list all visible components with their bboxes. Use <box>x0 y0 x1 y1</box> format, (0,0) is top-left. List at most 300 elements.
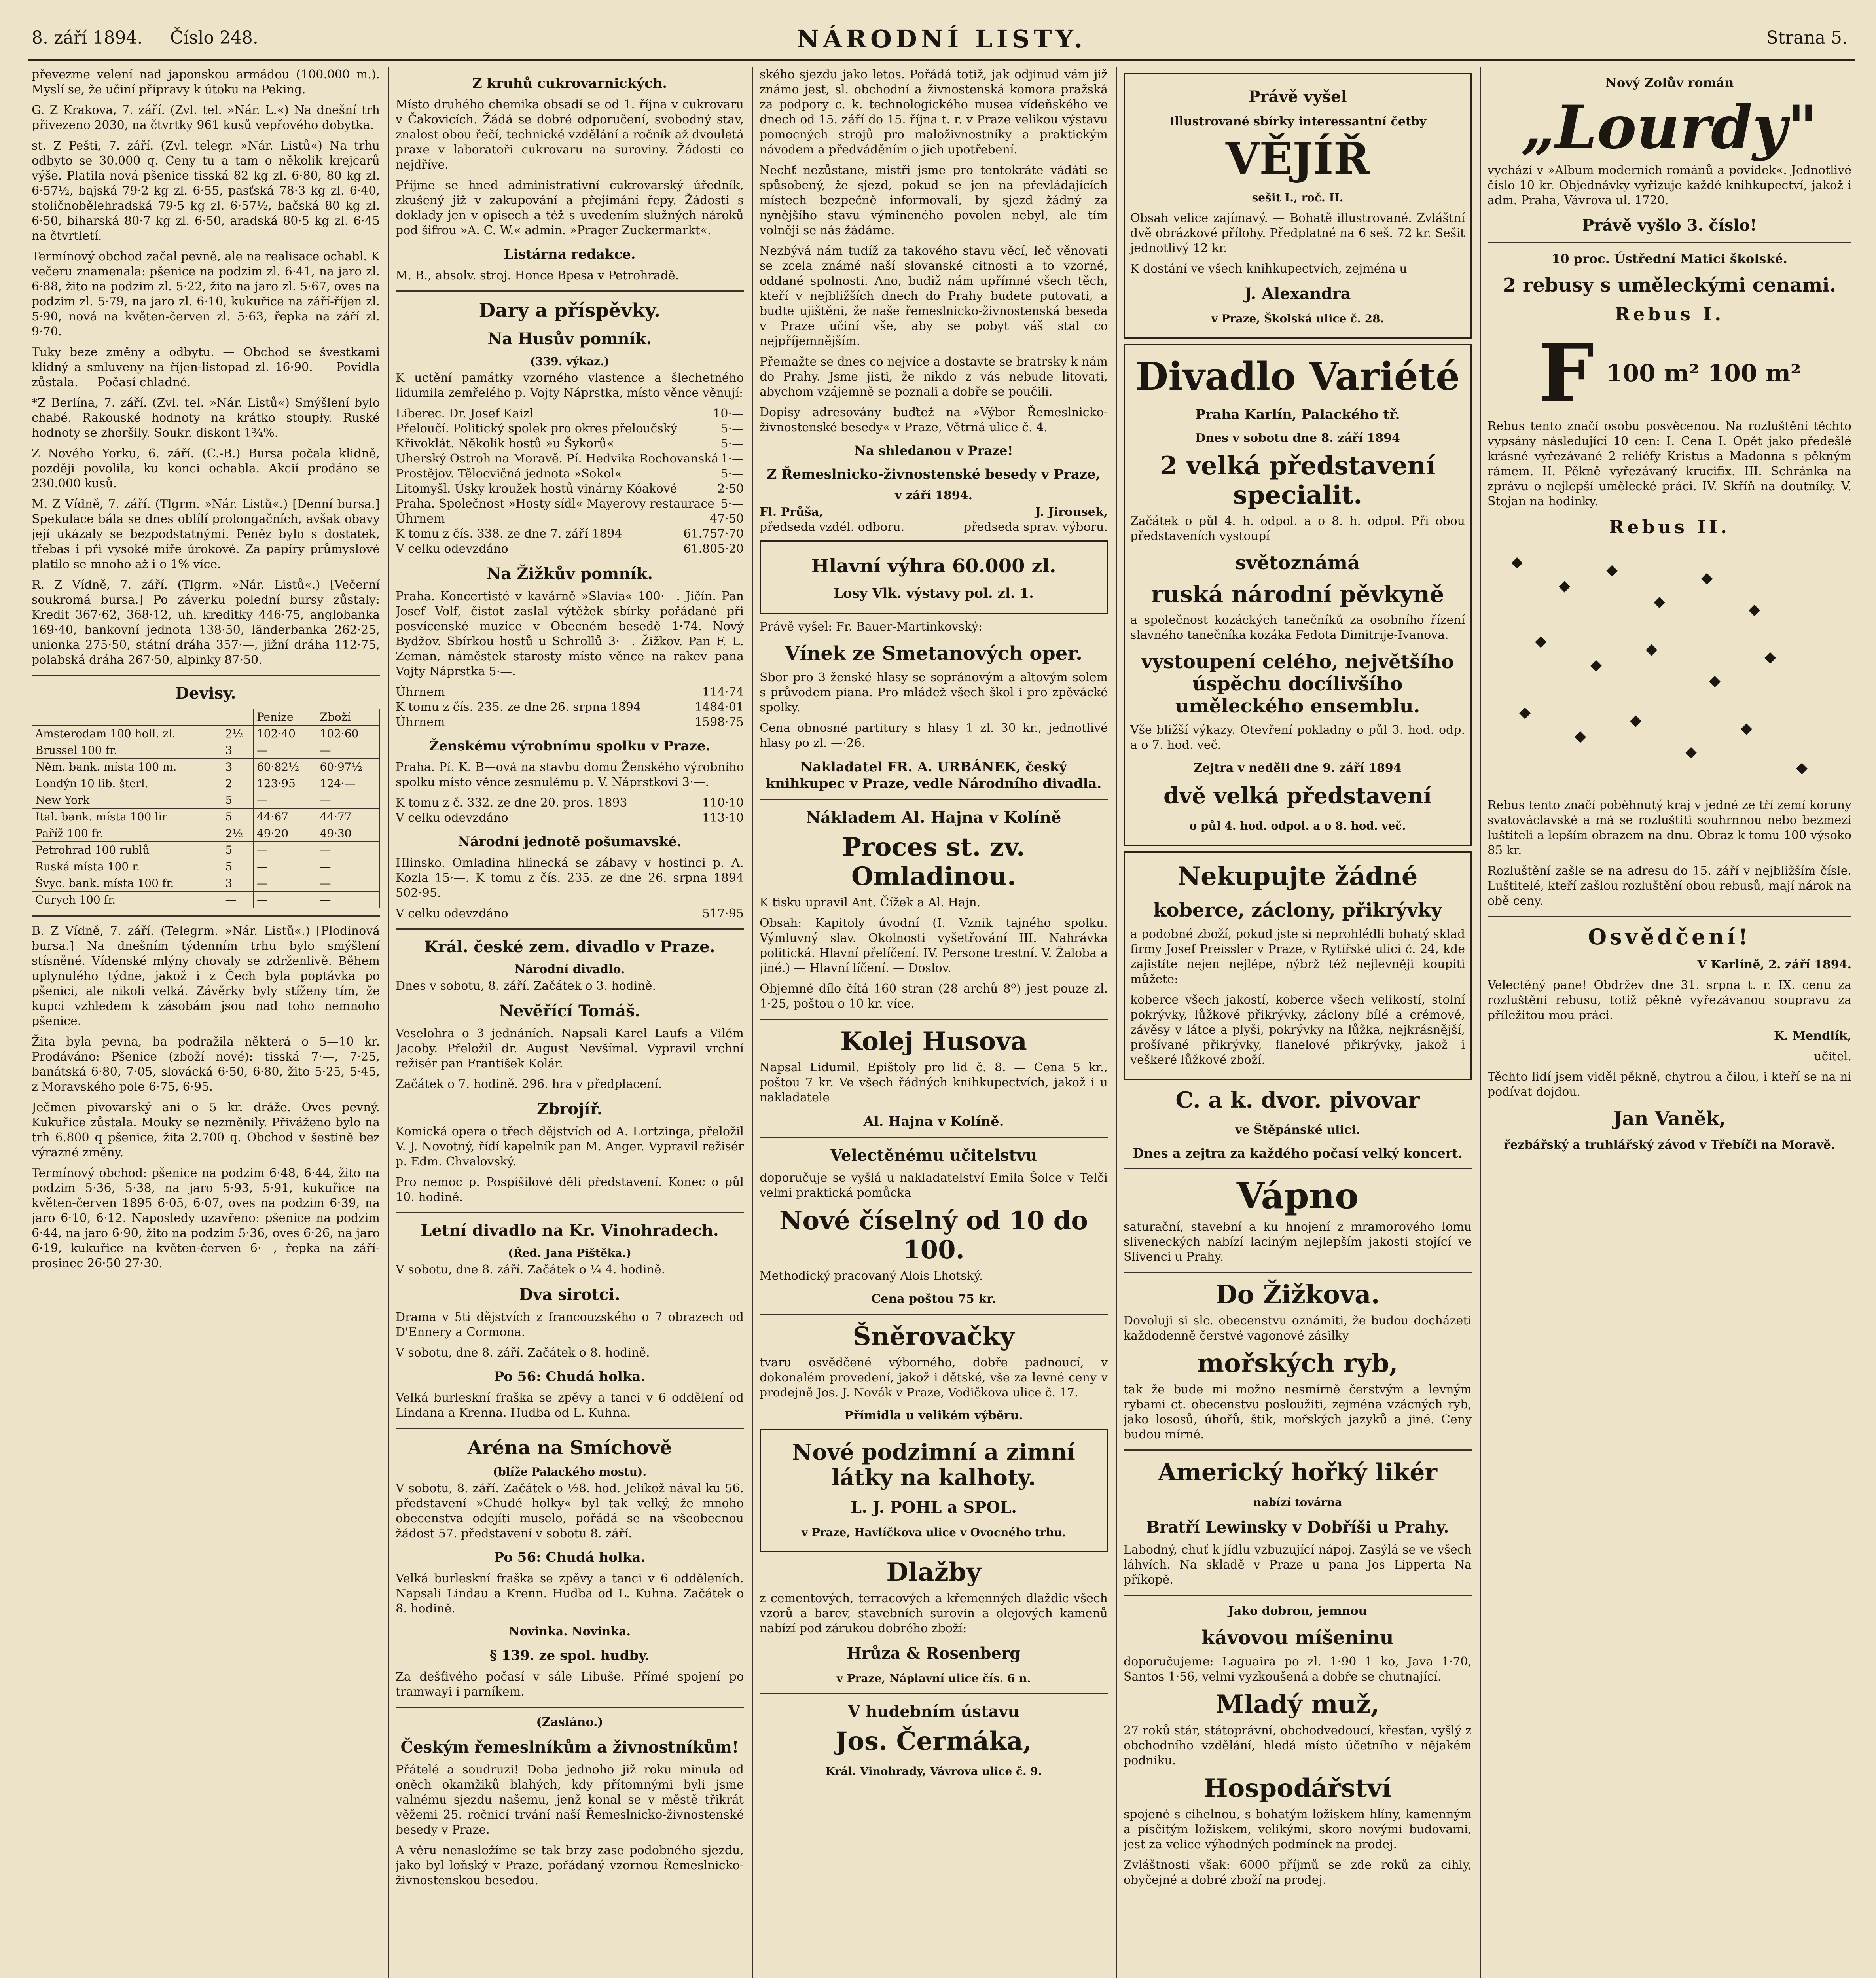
article-paragraph: V sobotu, 8. září. Začátek o ½8. hod. Jelikož nával ku 56. představení »Chudé holky« byl tak velký, že mnoho obecenstva odejíti muselo, pořádá se na všeobecnou žádost 57. představení v sobotu 8. září. <box>396 1482 744 1540</box>
novelty-note: Novinka. Novinka. <box>509 1625 631 1639</box>
article-paragraph: *Z Berlína, 7. září. (Zvl. tel. »Nár. Listů«) Smýšlení bylo chabé. Rakouské hodnoty na krátko stoupły. Ruské hodnoty se zhoršily. Soukr. diskont 1¾%. <box>32 396 380 440</box>
section-divider <box>1124 1168 1472 1169</box>
table-row <box>32 875 380 892</box>
table-cell: 5 <box>222 792 254 809</box>
ad-intro: Nový Zolův román <box>1605 75 1734 90</box>
variete-ad <box>1124 344 1472 846</box>
sum-row <box>396 527 744 542</box>
subheading: Illustrované sbírky interessantní četby <box>1169 115 1427 129</box>
theatre-heading: Král. české zem. divadlo v Praze. <box>424 938 715 956</box>
carpet-ad <box>1124 851 1472 1080</box>
sum-value: 61.757·70 <box>683 527 744 541</box>
column-rule <box>1480 67 1481 1978</box>
rebus-glyph: ◆ <box>1559 576 1571 594</box>
ad-headline-large: Hospodářství <box>1204 1773 1391 1803</box>
sum-label: V celku odevzdáno <box>396 907 508 921</box>
ad-intro: Jako dobrou, jemnou <box>1228 1604 1367 1618</box>
table-row <box>32 892 380 908</box>
ad-headline: kávovou míšeninu <box>1201 1627 1394 1649</box>
publisher-line: Nakladatel FR. A. URBÁNEK, český knihkupec v Praze, vedle Národního divadla. <box>766 759 1102 792</box>
donor: Litomyšl. Úsky kroužek hostů vinárny Kóakové <box>396 482 677 496</box>
section-heading: Ženskému výrobnímu spolku v Praze. <box>429 738 711 754</box>
amount: 2·50 <box>717 482 744 496</box>
table-cell: 2 <box>222 775 254 792</box>
table-row <box>32 809 380 825</box>
section-divider <box>396 1428 744 1429</box>
table-header-row <box>32 709 380 726</box>
ad-headline: Právě vyšlo 3. číslo! <box>1582 216 1757 235</box>
table-cell: Petrohrad 100 rublů <box>32 842 222 858</box>
lottery-sub: Losy Vlk. výstavy pol. zl. 1. <box>833 585 1034 601</box>
article-paragraph: Termínový obchod: pšenice na podzim 6·48, 6·44, žito na podzim 5·36, 5·38, na jaro 5·93, 5·91, kukuřice na květen-červen 1895 6·05, 6·07, oves na podzim 6·39, na jaro 6·10, 6·12. Naposledy uzavřeno: pšenice na podzim 6·44, na jaro 6·90, žito na podzim 5·36, oves 6·26, na jaro 6·19, kukuřice na květen-červen 6·—, řepka na září-prosinec 26·50 27·30. <box>32 1166 380 1270</box>
table-cell: — <box>222 892 254 908</box>
company-name: Jan Vaněk, <box>1613 1108 1726 1130</box>
sum-value: 1598·75 <box>694 715 744 729</box>
vejir-ad <box>1124 73 1472 339</box>
play-title: Po 56: Chudá holka. <box>494 1369 646 1385</box>
article-paragraph: Začátek o 7. hodině. 296. hra v předplacení. <box>396 1077 662 1091</box>
ad-text: Dnes a zejtra za každého počasí velký koncert. <box>1133 1146 1463 1161</box>
subheading: Národní divadlo. <box>514 962 625 976</box>
article-paragraph: doporučuje se vyšlá u nakladatelství Emila Šolce v Telči velmi praktická pomůcka <box>760 1171 1108 1200</box>
show-headline: vystoupení celého, největšího úspěchu docílivšího uměleckého ensemblu. <box>1141 651 1454 717</box>
table-cell: 3 <box>222 875 254 892</box>
subheading: sešit I., roč. II. <box>1252 191 1344 204</box>
table-cell: — <box>316 742 380 759</box>
newspaper-page <box>28 16 1855 1978</box>
rebus-glyph: ◆ <box>1511 553 1523 570</box>
article-paragraph: 27 roků stár, státoprávní, obchodvedoucí, křesťan, vyšlý z obchodního vzdělání, hledá místo účetního v nějakém podniku. <box>1124 1724 1472 1768</box>
show-headline: dvě velká představení <box>1163 783 1432 809</box>
table-cell: — <box>253 742 316 759</box>
rebus-text: 100 m² 100 m² <box>1606 360 1801 387</box>
article-paragraph: Ječmen pivovarský ani o 5 kr. dráže. Oves pevný. Kukuřice zůstala. Mouky se nezměnily. Přiváženo bylo na trh 6.800 q pšenice, žita 2.700 q. Obchod v šestině bez výrazné změny. <box>32 1101 380 1160</box>
column-rule <box>1116 67 1117 1978</box>
article-paragraph: převezme velení nad japonskou armádou (100.000 m.). Myslí se, že učiní přípravy k útoku na Peking. <box>32 68 380 97</box>
subheading: (blíže Palackého mostu). <box>493 1465 647 1478</box>
table-cell: 60·97½ <box>316 759 380 775</box>
rebus-glyph: ◆ <box>1796 758 1808 776</box>
section-heading: Českým řemeslníkům a živnostníkům! <box>400 1738 739 1756</box>
ad-headline-large: Americký hořký likér <box>1158 1459 1437 1486</box>
article-paragraph: doporučujeme: Laguaira po zl. 1·90 1 ko, Java 1·70, Santos 1·56, velmi vyzkoušená a dobře se chutnající. <box>1124 1655 1472 1684</box>
table-cell: — <box>253 858 316 875</box>
ad-headline-large: C. a k. dvor. pivovar <box>1175 1087 1420 1113</box>
donor: Křivoklát. Několik hostů »u Šykorů« <box>396 437 614 451</box>
article-paragraph: M. Z Vídně, 7. září. (Tlgrm. »Nár. Listů«.) [Denní bursa.] Spekulace bála se dnes oblílí prolongačních, avšak obavy její ukázaly se bezpodstatnými. Peněz bylo s dostatek, třebas i při vysoké míře úrokové. Za papíry průmyslové platilo se mnoho až i o 1% více. <box>32 497 380 571</box>
sum-row <box>396 906 744 921</box>
article-paragraph: Praha. Koncertisté v kavárně »Slavia« 100·—. Jičín. Pan Josef Volf, čistot zaslal výtěžek sbírky pořádané při posvícenské muzice v Obecném besedě 1·74. Nový Bydžov. Sbírkou hostů u Schrollů 3·—. Žižkov. Pan F. L. Zeman, náměstek starosty místo věnce na rakev pana Vojty Náprstka 5·—. <box>396 589 744 678</box>
table-cell: 44·67 <box>253 809 316 825</box>
amount: 5·— <box>720 437 744 451</box>
sum-value: 114·74 <box>702 685 744 699</box>
sum-label: Úhrnem <box>396 512 445 526</box>
article-paragraph: ského sjezdu jako letos. Pořádá totiž, jak odjinud vám již známo jest, sl. obchodní a živnostenská komora pražská za podpory c. k. technologického musea vídeňského ve dnech od 15. září do 15. října t. r. v Praze velikou výstavu pomocných strojů pro maloživnostníky a praktickým návodem a předváděním o jich upotřebení. <box>760 68 1108 157</box>
table-row <box>32 858 380 875</box>
ad-footer: Přímidla u velikém výběru. <box>844 1409 1023 1423</box>
signature: K. Mendlík, <box>1774 1029 1851 1043</box>
article-paragraph: a podobné zboží, pokud jste si neprohlédli bohatý sklad firmy Josef Preissler v Praze, v Rytířské ulici č. 24, kde zajistíte nejen nejlépe, nýbrž též nejlevněji koupiti můžete: <box>1130 927 1465 986</box>
amount: 5·— <box>720 467 744 481</box>
article-paragraph: Dovoluji si slc. obecenstvu oznámiti, že budou docházeti každodenně čerstvé vagonové zásilky <box>1124 1314 1472 1343</box>
table-row <box>32 792 380 809</box>
ad-headline: V hudebním ústavu <box>848 1702 1019 1721</box>
article-paragraph: Termínový obchod začal pevně, ale na realisace ochabl. K večeru znamenala: pšenice na podzim zl. 6·41, na jaro zl. 6·88, žito na podzim zl. 5·22, žito na jaro zl. 5·67, oves na podzim zl. 5·79, na jaro zl. 6·10, kukuřice na září-říjen zl. 5·90, nová na květen-červen zl. 5·63, řepka na září zl. 9·70. <box>32 250 380 339</box>
table-cell: 102·60 <box>316 726 380 742</box>
article-paragraph: koberce všech jakostí, koberce všech velikostí, stolní pokrývky, lůžkové přikrývky, záclony bílé a crémové, závěsy v látce a plyši, pokrývky na lůžka, nejkrásnější, prošívané přikrývky, flanelové přikrývky, jakož i veškeré lůžkové zboží. <box>1130 993 1465 1067</box>
table-cell: New York <box>32 792 222 809</box>
article-paragraph: V sobotu, dne 8. září. Začátek o 8. hodině. <box>396 1346 650 1360</box>
article-paragraph: Dopisy adresovány buďtež na »Výbor Řemeslnicko-živnostenské besedy« v Praze, Větrná ulice č. 4. <box>760 405 1108 434</box>
article-paragraph: Komická opera o třech dějstvích od A. Lortzinga, přeložil V. J. Novotný, řídí kapelník pan M. Anger. Vypravil režisér p. Edm. Chvalovský. <box>396 1125 744 1169</box>
table-cell: 2½ <box>222 726 254 742</box>
ad-headline: Právě vyšel <box>1248 87 1347 106</box>
sum-row <box>396 512 744 527</box>
donation-row <box>396 451 744 466</box>
sum-value: 110·10 <box>702 796 744 810</box>
table-row <box>32 759 380 775</box>
table-cell: Peníze <box>253 709 316 726</box>
ad-headline-large: Mladý muž, <box>1216 1690 1380 1719</box>
column-rule <box>752 67 753 1978</box>
signature-role: předseda sprav. výboru. <box>964 520 1108 534</box>
play-title: Nevěřící Tomáš. <box>499 1002 640 1020</box>
rebus-glyph: ◆ <box>1741 719 1753 737</box>
rebus-glyph: ◆ <box>1519 703 1531 721</box>
table-cell: — <box>316 842 380 858</box>
devisy-heading: Devisy. <box>175 684 236 703</box>
ad-headline-large: mořských ryb, <box>1197 1349 1398 1378</box>
article-paragraph: Přátelé a soudruzi! Doba jednoho již roku minula od oněch okamžiků blahých, kdy přítomnými byli jsme valnému sjezdu našemu, jenž konal se v městě třikrát věžemi 25. ročnicí trvání naší Řemeslnicko-živnostenské besedy v Praze. <box>396 1763 744 1837</box>
article-paragraph: Velectěný pane! Obdržev dne 31. srpna t. r. IX. cenu za rozluštění rebusu, totiž pěkně vyřezávanou soupravu za příležitou mou práci. <box>1488 978 1851 1022</box>
section-heading: Dary a příspěvky. <box>479 299 661 322</box>
table-cell: — <box>253 792 316 809</box>
section-divider <box>396 1707 744 1708</box>
donation-row <box>396 481 744 496</box>
article-paragraph: Těchto lidí jsem viděl pěkně, chytrou a čilou, i kteří se na ni podívat dojdou. <box>1488 1070 1851 1099</box>
table-cell: 5 <box>222 842 254 858</box>
lottery-ad <box>760 540 1108 614</box>
article-paragraph: Vše bližší výkazy. Otevření pokladny o půl 3. hod. odp. a o 7. hod. več. <box>1130 723 1465 752</box>
sum-value: 47·50 <box>710 512 744 526</box>
rebus-glyph: ◆ <box>1630 711 1642 729</box>
play-title: Po 56: Chudá holka. <box>494 1550 646 1565</box>
show-times: o půl 4. hod. odpol. a o 8. hod. več. <box>1189 819 1406 832</box>
table-cell: Něm. bank. místa 100 m. <box>32 759 222 775</box>
sum-label: K tomu z č. 332. ze dne 20. pros. 1893 <box>396 796 627 810</box>
article-paragraph: Nezbývá nám tudíž za takového stavu věcí, leč věnovati se zcela známé naší slovanské citnosti a to vzorné, oddané spolnosti. Ano, budiž nám upřímné všech těch, kteří v nejbližších dnech do Prahy budete putovati, a budte ujištěni, že naše řemeslnicko-živnostenská beseda v Praze učiní vše, aby se pobyt váš stal co nejpříjemnějším. <box>760 244 1108 348</box>
play-title: § 139. ze spol. hudby. <box>490 1648 650 1663</box>
article-paragraph: Labodný, chuť k jídlu vzbuzující nápoj. Zasýlá se ve všech láhvích. Na skladě v Praze u pana Jos Lipperta Na příkopě. <box>1124 1543 1472 1587</box>
testimonial-heading: Osvědčení! <box>1588 924 1751 949</box>
article-paragraph: Cena obnosné partitury s hlasy 1 zl. 30 kr., jednotlivé hlasy po zl. —·26. <box>760 721 1108 750</box>
masthead-title: NÁRODNÍ LISTY. <box>796 25 1087 53</box>
article-paragraph: Z Nového Yorku, 6. září. (C.-B.) Bursa počala klidně, později povolila, ku konci ochabla. Akcií prodáno se 230.000 kusů. <box>32 447 380 491</box>
article-paragraph: Drama v 5ti dějstvích z francouzského o 7 obrazech od D'Ennery a Cormona. <box>396 1310 744 1339</box>
table-row <box>32 825 380 842</box>
amount: 5·— <box>720 497 744 511</box>
lottery-headline: Hlavní výhra 60.000 zl. <box>811 555 1056 577</box>
ad-headline: Velectěnému učitelstvu <box>830 1146 1037 1165</box>
article-paragraph: Místo druhého chemika obsadí se od 1. října v cukrovaru v Čakovicích. Žádá se dobré odporučení, svobodný stav, znalost obou řečí, technické vzdělání a ročník až dvouletá praxe v laboratoři cukrovaru na suroviny. Žádosti co nejdříve. <box>396 98 744 172</box>
section-heading: Z Řemeslnicko-živnostenské besedy v Praze, <box>767 466 1101 482</box>
show-headline: světoznámá <box>1235 552 1360 574</box>
fabric-ad <box>760 1429 1108 1552</box>
rebus-glyph: ◆ <box>1535 632 1547 650</box>
devisy-table <box>32 709 380 908</box>
theatre-address: Praha Karlín, Palackého tř. <box>1195 407 1400 423</box>
company-name: Hrůza & Rosenberg <box>847 1644 1021 1663</box>
section-heading: Z kruhů cukrovarnických. <box>472 76 667 91</box>
article-paragraph: tak že bude mi možno nesmírně čerstvým a levným rybami ct. obecenstvu posloužiti, zejména vzácných ryb, jako lososů, úhořů, štik, mořských jazyků a jiné. Ceny budou mírné. <box>1124 1383 1472 1442</box>
table-cell: Amsterodam 100 holl. zl. <box>32 726 222 742</box>
column-4 <box>1124 67 1472 1978</box>
ad-headline: Vínek ze Smetanových oper. <box>785 642 1082 665</box>
article-paragraph: R. Z Vídně, 7. září. (Tlgrm. »Nár. Listů«.) [Večerní soukromá bursa.] Po záverku polední bursy zůstaly: Kredit 367·62, 368·12, uh. kreditky 446·75, anglobanka 169·40, bankovní jednota 138·50, länderbanka 262·25, unionka 275·50, státní dráha 357·—, jižní dráha 112·75, polabská dráha 267·50, alpinky 87·50. <box>32 578 380 667</box>
donor: Praha. Společnost »Hosty sídl« Mayerovy restaurace <box>396 497 714 511</box>
table-cell: Brussel 100 fr. <box>32 742 222 759</box>
ad-headline-large: Nové číselný od 10 do 100. <box>779 1206 1088 1265</box>
sum-label: Úhrnem <box>396 715 445 729</box>
article-paragraph: Hlinsko. Omladina hlinecká se zábavy v hostinci p. A. Kozla 15·—. K tomu z čís. 235. ze dne 26. srpna 1894 502·95. <box>396 856 744 900</box>
sum-value: 61.805·20 <box>683 542 744 556</box>
article-paragraph: Methodický pracovaný Alois Lhotský. <box>760 1269 983 1283</box>
section-divider <box>760 1314 1108 1315</box>
rebus-heading: 2 rebusy s uměleckými cenami. <box>1503 274 1836 296</box>
rebus-glyph: ◆ <box>1764 648 1776 665</box>
theatre-heading: Letní divadlo na Kr. Vinohradech. <box>421 1221 719 1240</box>
rebus-glyph: ◆ <box>1709 671 1721 689</box>
header-page: Strana 5. <box>1766 28 1848 48</box>
table-cell: Paříž 100 fr. <box>32 825 222 842</box>
section-divider <box>32 675 380 676</box>
article-paragraph: Za dešťivého počasí v sále Libuše. Přímé spojení po tramwayi i parníkem. <box>396 1670 744 1699</box>
section-heading: Národní jednotě pošumavské. <box>458 834 682 850</box>
ad-headline-large: Kolej Husova <box>840 1027 1027 1056</box>
subheading: (339. výkaz.) <box>530 355 610 368</box>
sum-value: 517·95 <box>702 907 744 921</box>
article-paragraph: Velká burleskní fraška se zpěvy a tanci v 6 oddělení od Lindana a Krenna. Hudba od L. Kuhna. <box>396 1391 744 1420</box>
ad-address: v Praze, Školská ulice č. 28. <box>1211 312 1384 325</box>
table-cell: — <box>253 892 316 908</box>
article-paragraph: Rebus tento značí osobu posvěcenou. Na rozluštění těchto vypsány následující 10 cen: I. Cena I. Opět jako předešlé krásně vyřezávané 2 reliéfy Kristus a Madonna s pěkným rámem. II. Pěkně vyřezávaný krucifix. III. Schránka na zprávu o nejlepší umělecké práci. IV. Skříň na doutníky. V. Stojan na hodinky. <box>1488 419 1851 508</box>
section-divider <box>1488 916 1851 917</box>
page-header <box>28 16 1855 61</box>
signature: Fl. Průša, <box>760 505 823 519</box>
table-cell: 49·20 <box>253 825 316 842</box>
column-5 <box>1488 67 1851 1978</box>
rebus-1-puzzle <box>1488 327 1851 420</box>
table-cell: 123·95 <box>253 775 316 792</box>
subheading: (Řed. Jana Pištěka.) <box>508 1247 631 1260</box>
ad-address: v Praze, Náplavní ulice čís. 6 n. <box>836 1672 1031 1685</box>
sum-value: 113·10 <box>702 811 744 825</box>
table-row <box>32 742 380 759</box>
rebus-glyph: ◆ <box>1575 727 1586 745</box>
table-cell: 5 <box>222 809 254 825</box>
subheading: ve Štěpánské ulici. <box>1235 1123 1360 1137</box>
article-paragraph: K uctění památky vzorného vlastence a šlechetného lidumila zemřelého p. Vojty Náprstka, místo věnce věnují: <box>396 371 744 400</box>
column-1 <box>32 67 380 1978</box>
table-cell: 49·30 <box>316 825 380 842</box>
amount: 5·— <box>720 422 744 436</box>
donor: Prostějov. Tělocvičná jednota »Sokol« <box>396 467 622 481</box>
rebus-2-puzzle <box>1488 545 1851 798</box>
ad-headline: koberce, záclony, přikrývky <box>1153 899 1442 921</box>
ad-headline-large: Nekupujte žádné <box>1177 862 1418 891</box>
publisher-line: Al. Hajna v Kolíně. <box>863 1114 1004 1129</box>
section-divider <box>760 1693 1108 1694</box>
column-2 <box>396 67 744 1978</box>
show-headline: ruská národní pěvkyně <box>1151 581 1444 608</box>
article-paragraph: Nechť nezůstane, mistři jsme pro tentokráte vádáti se spůsobený, že sjezd, pokud se jen na převládajících místech bezpečně informovali, by sjezd žádný za nynějšího stavu výmineného povolen nebyl, ale tím volněji se nás žádáme. <box>760 163 1108 237</box>
company-name: J. Alexandra <box>1244 284 1351 303</box>
article-paragraph: Pro nemoc p. Pospíšilové dělí představení. Konec o půl 10. hodině. <box>396 1175 744 1204</box>
amount: 10·— <box>713 407 744 421</box>
signature-role: předseda vzdél. odboru. <box>760 520 905 534</box>
signature: J. Jirousek, <box>1035 505 1108 519</box>
article-paragraph: K tisku upravil Ant. Čížek a Al. Hajn. <box>760 896 981 909</box>
table-cell <box>32 709 222 726</box>
table-cell: 124·— <box>316 775 380 792</box>
section-divider <box>1488 242 1851 243</box>
section-divider <box>760 1019 1108 1020</box>
article-paragraph: Napsal Lidumil. Epištoly pro lid č. 8. — Cena 5 kr., poštou 7 kr. Ve všech řádných knihkupectvích, jakož i u nakladatele <box>760 1061 1108 1105</box>
rebus-glyph: ◆ <box>1646 640 1658 657</box>
donor: Přeloučí. Politický spolek pro okres přeloučský <box>396 422 677 436</box>
subheading: nabízí továrna <box>1253 1496 1342 1509</box>
table-cell: Švyc. bank. místa 100 fr. <box>32 875 222 892</box>
article-paragraph: Sbor pro 3 ženské hlasy se sopránovým a altovým solem s průvodem piana. Pro mládež všech škol i pro zpěvácké spolky. <box>760 671 1108 714</box>
subheading: (Zasláno.) <box>536 1715 603 1729</box>
ad-intro: 10 proc. Ústřední Matici školské. <box>1551 251 1788 266</box>
section-heading: Listárna redakce. <box>504 246 636 262</box>
table-row <box>32 775 380 792</box>
signature-role: učitel. <box>1814 1050 1851 1063</box>
article-paragraph: Přemažte se dnes co nejvíce a dostavte se bratrsky k nám do Prahy. Jsme jisti, že nikdo z vás nebude litovati, abychom vzájemně se poznali a dobře se poučili. <box>760 355 1108 399</box>
signature-role-row <box>760 520 1108 535</box>
sum-row <box>396 685 744 700</box>
table-cell: 60·82½ <box>253 759 316 775</box>
section-divider <box>1124 1595 1472 1596</box>
rebus-letter: F <box>1538 327 1594 420</box>
show-date: Zejtra v neděli dne 9. září 1894 <box>1194 761 1402 775</box>
section-divider <box>1124 1449 1472 1451</box>
show-date: Dnes v sobotu dne 8. září 1894 <box>1195 431 1400 445</box>
amount: 1·— <box>720 452 744 466</box>
subheading: v září 1894. <box>895 489 972 502</box>
sum-row <box>396 542 744 557</box>
article-paragraph: st. Z Pešti, 7. září. (Zvl. telegr. »Nár. Listů«) Na trhu odbyto se 30.000 q. Ceny tu a tam o několik krejcarů výše. Platila nová pšenice tisská 82 kg zl. 6·80, 80 kg zl. 6·57½, bajská 79·2 kg zl. 6·55, pasťská 78·3 kg zl. 6·40, stoličnobělehradská 79·5 kg zl. 6·57½, bačská 80 kg zl. 6·50, biharská 80·7 kg zl. 6·50, aradská 80·5 kg zl. 6·45 na čtvrtletí. <box>32 139 380 243</box>
article-paragraph: Velká burleskní fraška se zpěvy a tanci v 6 odděleních. Napsali Lindau a Krenn. Hudba od L. Kuhna. Začátek o 8. hodině. <box>396 1572 744 1616</box>
rebus-glyph: ◆ <box>1701 568 1713 586</box>
section-divider <box>760 799 1108 800</box>
table-cell: — <box>253 842 316 858</box>
table-cell: — <box>316 892 380 908</box>
article-paragraph: A věru nenasložíme se tak brzy zase podobného sjezdu, jako byl loňský v Praze, pořádaný vzornou Řemeslnicko-živnostenskou besedou. <box>396 1843 744 1887</box>
rebus-glyph: ◆ <box>1654 592 1666 610</box>
article-paragraph: V sobotu, dne 8. září. Začátek o ¼ 4. hodině. <box>396 1263 665 1277</box>
article-paragraph: Rozluštění zašle se na adresu do 15. září v nejbližším čísle. Luštitelé, kteří zašlou rozluštění obou rebusů, mají nárok na obě ceny. <box>1488 864 1851 908</box>
sum-row <box>396 796 744 811</box>
article-paragraph: Zvláštnosti však: 6000 příjmů se zde roků za cihly, obyčejné a dobré zboží na prodej. <box>1124 1858 1472 1887</box>
table-cell: 3 <box>222 742 254 759</box>
table-row <box>32 842 380 858</box>
sum-value: 1484·01 <box>694 700 744 714</box>
section-heading: Na Žižkův pomník. <box>486 565 653 583</box>
sum-label: V celku odevzdáno <box>396 542 508 556</box>
ad-headline-large: Vápno <box>1236 1175 1359 1217</box>
article-paragraph: G. Z Krakova, 7. září. (Zvl. tel. »Nár. L.«) Na dnešní trh přivezeno 2030, na čtvrtky 961 kusů vepřového dobytka. <box>32 103 380 132</box>
article-paragraph: Začátek o půl 4. h. odpol. a o 8. h. odpol. Při obou představeních vystoupí <box>1130 514 1465 543</box>
donation-row <box>396 466 744 481</box>
article-paragraph: Příjme se hned administrativní cukrovarský úředník, zkušený již v zakupování a přejímání řepy. Žádosti s doklady jen v opisech a též s uvedením služných nároků pod šifrou »A. C. W.« admin. »Prager Zuckermarkt«. <box>396 178 744 237</box>
rebus-label: Rebus I. <box>1614 303 1724 325</box>
ad-address: Král. Vinohrady, Vávrova ulice č. 9. <box>825 1765 1042 1778</box>
donation-row <box>396 421 744 436</box>
table-cell: — <box>316 858 380 875</box>
article-paragraph: K dostání ve všech knihkupectvích, zejména u <box>1130 262 1407 276</box>
magazine-title: VĚJÍŘ <box>1225 133 1370 184</box>
table-cell: — <box>253 875 316 892</box>
table-cell: 102·40 <box>253 726 316 742</box>
rebus-glyph: ◆ <box>1590 656 1602 673</box>
novel-title: „Lourdy" <box>1521 93 1818 162</box>
table-cell: Londýn 10 lib. šterl. <box>32 775 222 792</box>
article-paragraph: tvaru osvědčené výborného, dobře padnoucí, v dokonalém provedení, jakož i dětské, vše za levné ceny v prodejně Jos. J. Novák v Praze, Vodičkova ulice č. 17. <box>760 1356 1108 1400</box>
article-paragraph: Rebus tento značí poběhnutý kraj v jedné ze tří zemí koruny svatováclavské a má se rozluštiti souhrnnou nebo bezmezi luštiteli a lepším obrazem na dnu. Obraz k tomu 100 výsoko 85 kr. <box>1488 798 1851 857</box>
ad-headline-large: Šněrovačky <box>853 1322 1015 1351</box>
article-paragraph: Dnes v sobotu, 8. září. Začátek o 3. hodině. <box>396 979 656 993</box>
article-paragraph: Právě vyšel: Fr. Bauer-Martinkovský: <box>760 620 983 634</box>
ad-headline-large: Jos. Čermáka, <box>835 1726 1032 1756</box>
sum-label: K tomu z čís. 338. ze dne 7. září 1894 <box>396 527 622 541</box>
rebus-glyph: ◆ <box>1685 743 1697 760</box>
price-line: Cena poštou 75 kr. <box>871 1292 996 1306</box>
sum-label: K tomu z čís. 235. ze dne 26. srpna 1894 <box>396 700 641 714</box>
section-divider <box>396 928 744 930</box>
article-paragraph: Obsah: Kapitoly úvodní (I. Vznik tajného spolku. Výmluvný slav. Okolnosti vyšetřování III. Nahrávka politická. Hlavní přelíčení. IV. Persone trestní. V. Žaloba a jiné.) — Hlavní líčení. — Doslov. <box>760 916 1108 975</box>
article-paragraph: Objemné dílo čítá 160 stran (28 archů 8º) jest pouze zl. 1·25, poštou o 10 kr. více. <box>760 982 1108 1011</box>
rebus-glyph: ◆ <box>1749 600 1760 618</box>
show-headline: 2 velká představení specialit. <box>1160 451 1436 510</box>
table-cell: 3 <box>222 759 254 775</box>
sum-row <box>396 715 744 730</box>
article-paragraph: Praha. Pí. K. B—ová na stavbu domu Ženského výrobního spolku místo věnce zesnulému p. V. Náprstkovi 3·—. <box>396 760 744 789</box>
section-divider <box>396 290 744 292</box>
table-cell: 2½ <box>222 825 254 842</box>
ad-headline: Nákladem Al. Hajna v Kolíně <box>806 808 1061 827</box>
donation-row <box>396 496 744 512</box>
table-cell: Ital. bank. místa 100 lir <box>32 809 222 825</box>
article-paragraph: vychází v »Album moderních románů a povídek«. Jednotlivé číslo 10 kr. Objednávky vyřizuje každé knihkupectví, jakož i adm. Praha, Vávrova ul. 1720. <box>1488 163 1851 207</box>
article-paragraph: B. Z Vídně, 7. září. (Telegrm. »Nár. Listů«.) [Plodinová bursa.] Na dnešním týdenním trhu bylo smýšlení stísněné. Vídenské mlýny chovaly se zdrženlivě. Během uplynulého týdne, jakož i z Čech byla poptávka po pšenici, ale nikoli velká. Závěrky byly stíženy tím, že kupci vzhledem k zásobám jsou nad toho nemnoho pšenice. <box>32 924 380 1028</box>
column-rule <box>388 67 389 1978</box>
company-name: Bratří Lewinsky v Dobříši u Prahy. <box>1146 1518 1449 1537</box>
table-row <box>32 726 380 742</box>
sum-label: Úhrnem <box>396 685 445 699</box>
section-divider <box>760 1137 1108 1138</box>
play-title: Zbrojíř. <box>537 1100 603 1118</box>
signature-row <box>760 505 1108 520</box>
article-paragraph: spojené s cihelnou, s bohatým ložiskem hlíny, kamenným a písčitým ložiskem, velikými, skoro novými budovami, jest za velice výhodných podmínek na prodej. <box>1124 1807 1472 1851</box>
header-issue: Číslo 248. <box>170 28 258 48</box>
article-paragraph: Obsah velice zajímavý. — Bohatě illustrované. Zvláštní dvě obrázkové přílohy. Předplatné na 6 seš. 72 kr. Sešit jednotlivý 12 kr. <box>1130 211 1465 255</box>
table-cell: 5 <box>222 858 254 875</box>
closing-line: Na shledanou v Praze! <box>854 443 1013 458</box>
article-paragraph: Žita byla pevna, ba podražila některá o 5—10 kr. Prodáváno: Pšenice (zboží nové): tisská 7·—, 7·25, banátská 6·80, 7·05, slovácká 6·50, 6·80, žito 5·25, 5·45, z Moravského pole 6·75, 6·95. <box>32 1035 380 1094</box>
play-title: Dva sirotci. <box>519 1285 620 1304</box>
